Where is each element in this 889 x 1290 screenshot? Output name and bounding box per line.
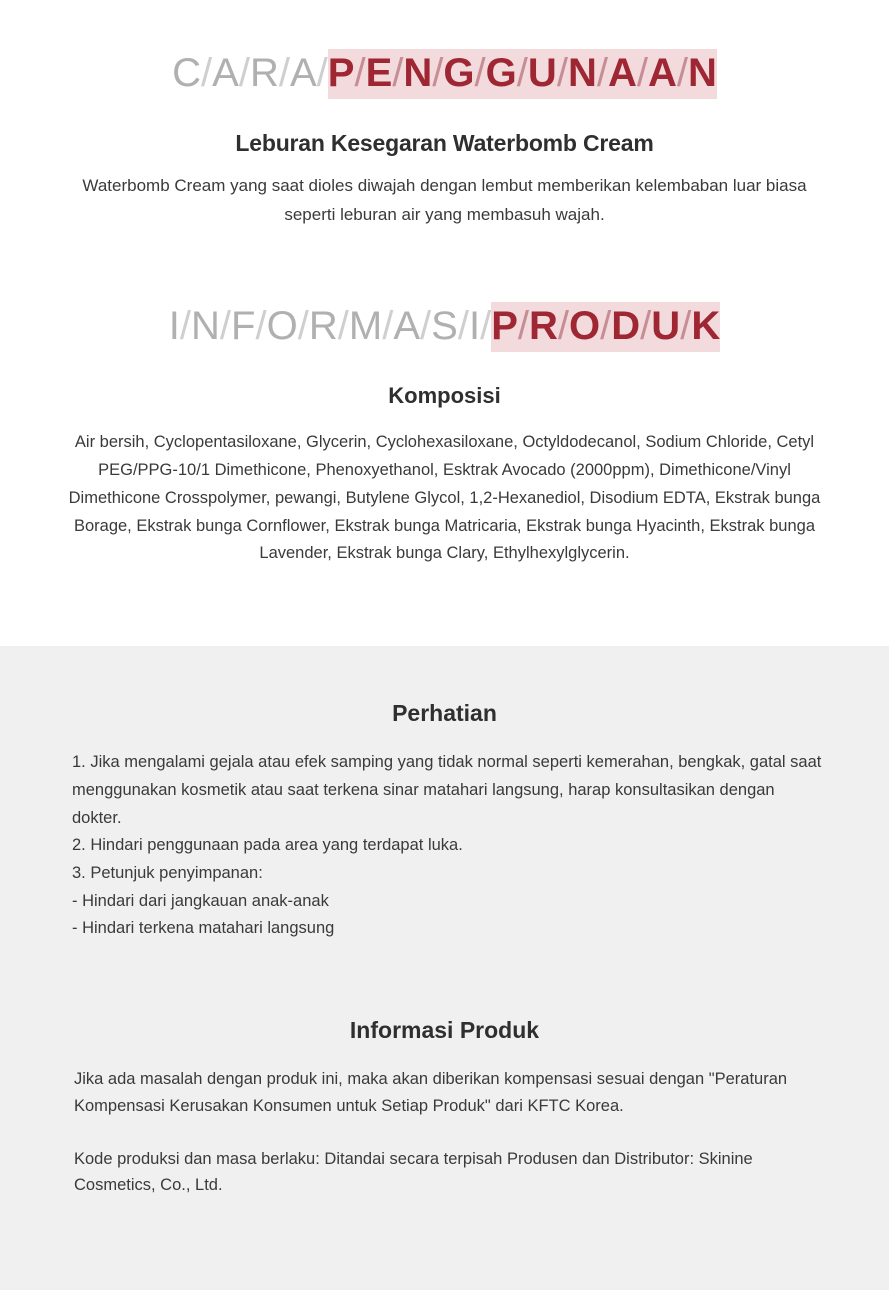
product-info-headline-wrap [0, 303, 889, 349]
product-info-paragraph: Jika ada masalah dengan produk ini, maka akan diberikan kompensasi sesuai dengan "Peraturan Kompensasi Kerusakan Konsumen untuk Setiap Produk" dari KFTC Korea. [74, 1070, 788, 1115]
product-info-headline [169, 303, 720, 349]
product-info-headline-bold: P/R/O/D/U/K [491, 302, 720, 352]
caution-title: Perhatian [392, 700, 497, 727]
caution-line: 2. Hindari penggunaan pada area yang terdapat luka. [72, 836, 463, 855]
caution-line: 1. Jika mengalami gejala atau efek samping yang tidak normal seperti kemerahan, bengkak, gatal saat menggunakan kosmetik atau saat terkena sinar matahari langsung, harap konsultasikan dengan dokter. [72, 753, 822, 827]
spacer-composition [0, 568, 889, 646]
usage-subtitle: Leburan Kesegaran Waterbomb Cream [235, 130, 654, 156]
product-info-line-2: Produsen dan Distributor: Skinine Cosmetics, Co., Ltd. [74, 1149, 753, 1195]
usage-headline-light: C/A/R/A/ [172, 51, 328, 95]
usage-headline-wrap [0, 50, 889, 96]
usage-headline [172, 50, 717, 96]
product-info-headline-light: I/N/F/O/R/M/A/S/I/ [168, 304, 492, 349]
composition-title: Komposisi [388, 383, 501, 409]
product-info-body [0, 1066, 889, 1199]
notice-section [0, 646, 889, 1290]
usage-headline-bold: P/E/N/G/G/U/N/A/A/N [328, 49, 717, 99]
bottom-spacer [0, 1199, 889, 1289]
product-info-gap [74, 1120, 789, 1146]
usage-paragraph: Waterbomb Cream yang saat dioles diwajah dengan lembut memberikan kelembaban luar biasa seperti leburan air yang membasuh wajah. [82, 176, 807, 225]
product-info-line-1: Kode produksi dan masa berlaku: Ditandai secara terpisah [74, 1149, 503, 1168]
caution-line: - Hindari dari jangkauan anak-anak [72, 891, 329, 910]
product-info-title: Informasi Produk [349, 1017, 540, 1044]
caution-line: 3. Petunjuk penyimpanan: [72, 863, 263, 882]
composition-ingredients: Air bersih, Cyclopentasiloxane, Glycerin, Cyclohexasiloxane, Octyldodecanol, Sodium Chloride, Cetyl PEG/PPG-10/1 Dimethicone, Phenoxyethanol, Esktrak Avocado (2000ppm), Dimethicone/Vinyl Dimethicone Crosspolymer, pewangi, Butylene Glycol, 1,2-Hexanediol, Disodium EDTA, Ekstrak bunga Borage, Ekstrak bunga Cornflower, Ekstrak bunga Matricaria, Ekstrak bunga Hyacinth, Ekstrak bunga Lavender, Ekstrak bunga Clary, Ethylhexylglycerin. [68, 433, 821, 563]
spacer-usage [0, 229, 889, 295]
caution-line: - Hindari terkena matahari langsung [72, 919, 335, 938]
caution-body [0, 749, 889, 943]
